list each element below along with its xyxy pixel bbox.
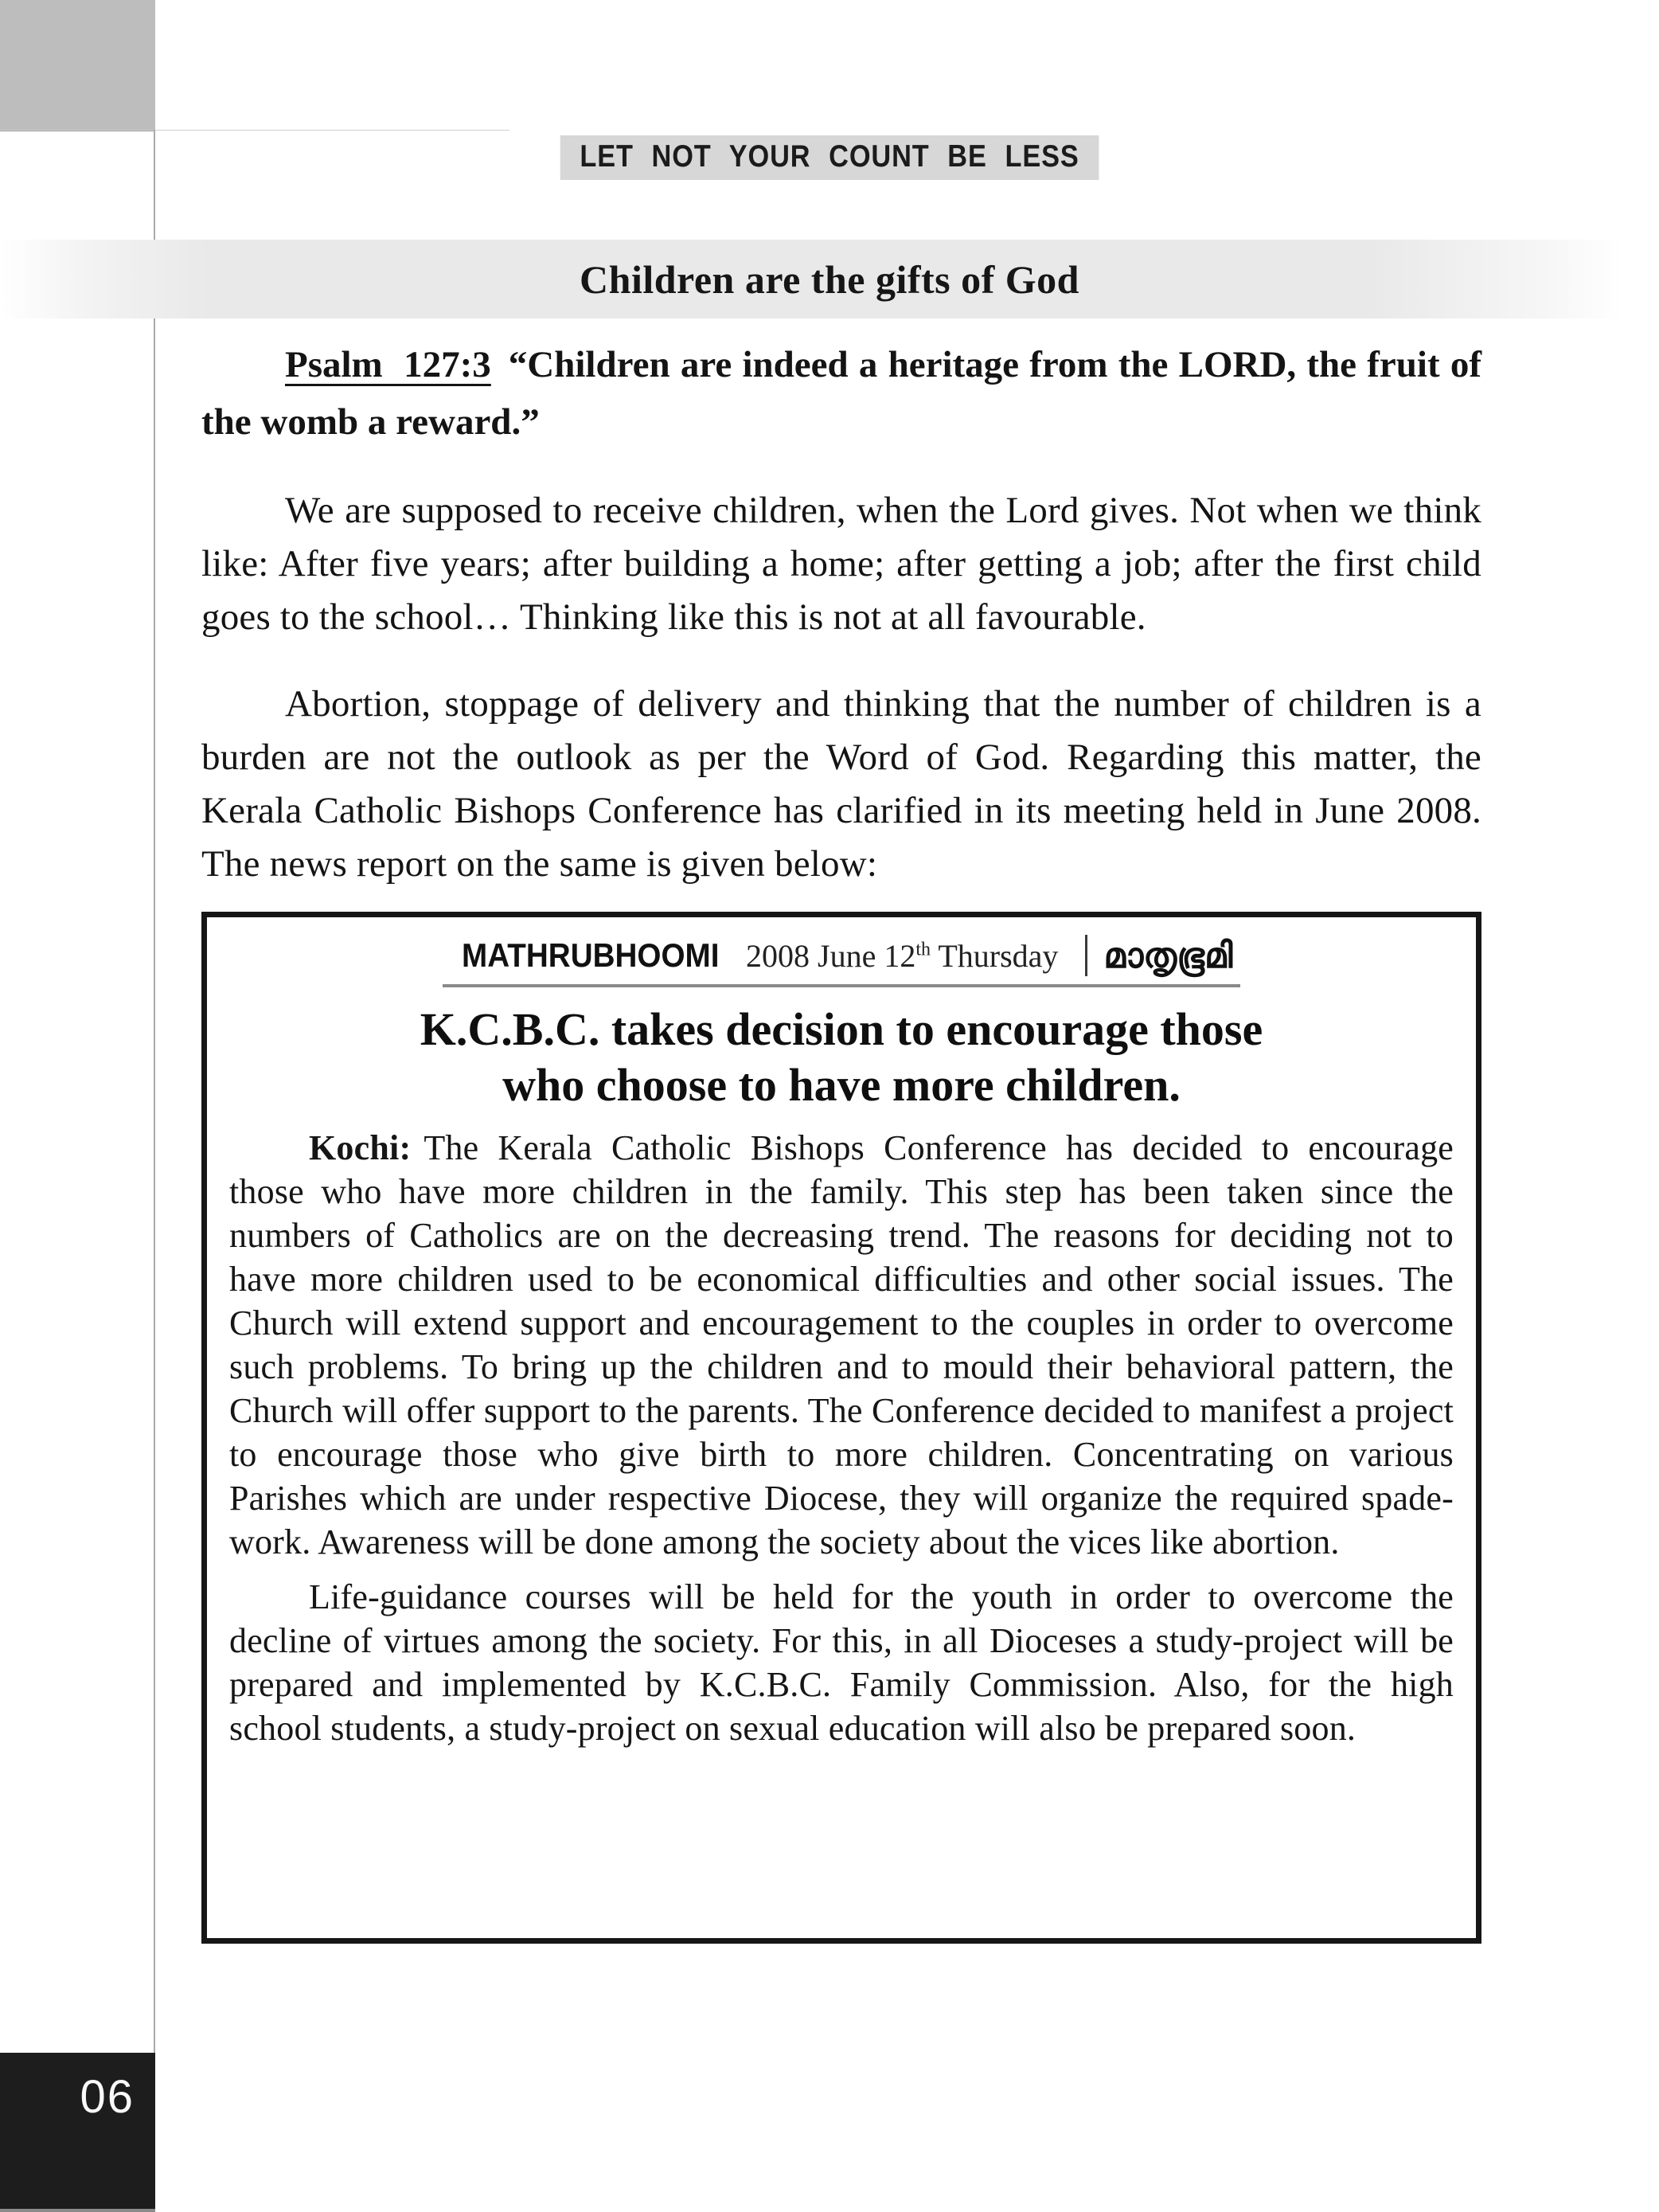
top-hairline bbox=[0, 130, 509, 131]
left-margin-rule bbox=[154, 130, 155, 2053]
news-body-paragraph-1 bbox=[229, 1126, 1454, 1564]
newspaper-date bbox=[746, 937, 1058, 975]
news-clipping-box bbox=[201, 912, 1481, 1944]
date-ordinal: th bbox=[915, 939, 931, 960]
content-column bbox=[201, 319, 1481, 1944]
dateline-kochi: Kochi: bbox=[309, 1128, 412, 1167]
news-headline bbox=[229, 1002, 1454, 1113]
masthead-rule bbox=[443, 935, 1241, 987]
chapter-title: Children are the gifts of God bbox=[580, 256, 1079, 302]
scripture-quote: “Children are indeed a heritage from the LORD, the fruit of the womb a reward.” bbox=[201, 344, 1481, 443]
headline-line-1: K.C.B.C. takes decision to encourage those bbox=[420, 1003, 1263, 1055]
title-band bbox=[0, 240, 1659, 319]
date-day: 2008 June 12 bbox=[746, 937, 916, 974]
date-weekday: Thursday bbox=[931, 937, 1059, 974]
news-body-text-1: The Kerala Catholic Bishops Conference has decided to encourage those who have more children in the family. This step has been taken since the numbers of Catholics are on the decreasing trend. The reasons for deciding not to have more children used to be economical difficulties and other social issues. The Church will extend support and encouragement to the couples in order to overcome such problems. To bring up the children and to mould their behavioral pattern, the Church will offer support to the parents. The Conference decided to manifest a project to encourage those who give birth to more children. Concentrating on various Parishes which are under respective Diocese, they will organize the required spade-work. Awareness will be done among the society about the vices like abortion. bbox=[229, 1128, 1454, 1561]
masthead-divider bbox=[1085, 935, 1087, 976]
chapter-header-strip: LET NOT YOUR COUNT BE LESS bbox=[560, 135, 1099, 180]
masthead-malayalam: മാതൃഭൂമി bbox=[1103, 936, 1233, 975]
body-paragraph-1: We are supposed to receive children, when the Lord gives. Not when we think like: After five years; after building a home; after getting a job; after the first child goes to the school… Thinking like this is not at all favourable. bbox=[201, 490, 1481, 638]
scripture-paragraph bbox=[201, 336, 1481, 451]
newspaper-header-row bbox=[451, 935, 1233, 976]
body-paragraph-2: Abortion, stoppage of delivery and thinking that the number of children is a burden are not the outlook as per the Word of God. Regarding this matter, the Kerala Catholic Bishops Conference has clarified in its meeting held in June 2008. The news report on the same is given below: bbox=[201, 683, 1481, 885]
news-body-paragraph-2: Life-guidance courses will be held for the youth in order to overcome the decline of virtues among the society. For this, in all Dioceses a study-project will be prepared and implemented by K.C.B.C. Family Commission. Also, for the high school students, a study-project on sexual education will also be prepared soon. bbox=[229, 1577, 1454, 1748]
page-number-block bbox=[0, 2053, 155, 2212]
corner-gray-block bbox=[0, 0, 155, 131]
headline-line-2: who choose to have more children. bbox=[502, 1059, 1181, 1111]
newspaper-masthead: MATHRUBHOOMI bbox=[461, 936, 719, 974]
page-number: 06 bbox=[80, 2071, 135, 2123]
scripture-reference: Psalm 127:3 bbox=[285, 344, 491, 385]
